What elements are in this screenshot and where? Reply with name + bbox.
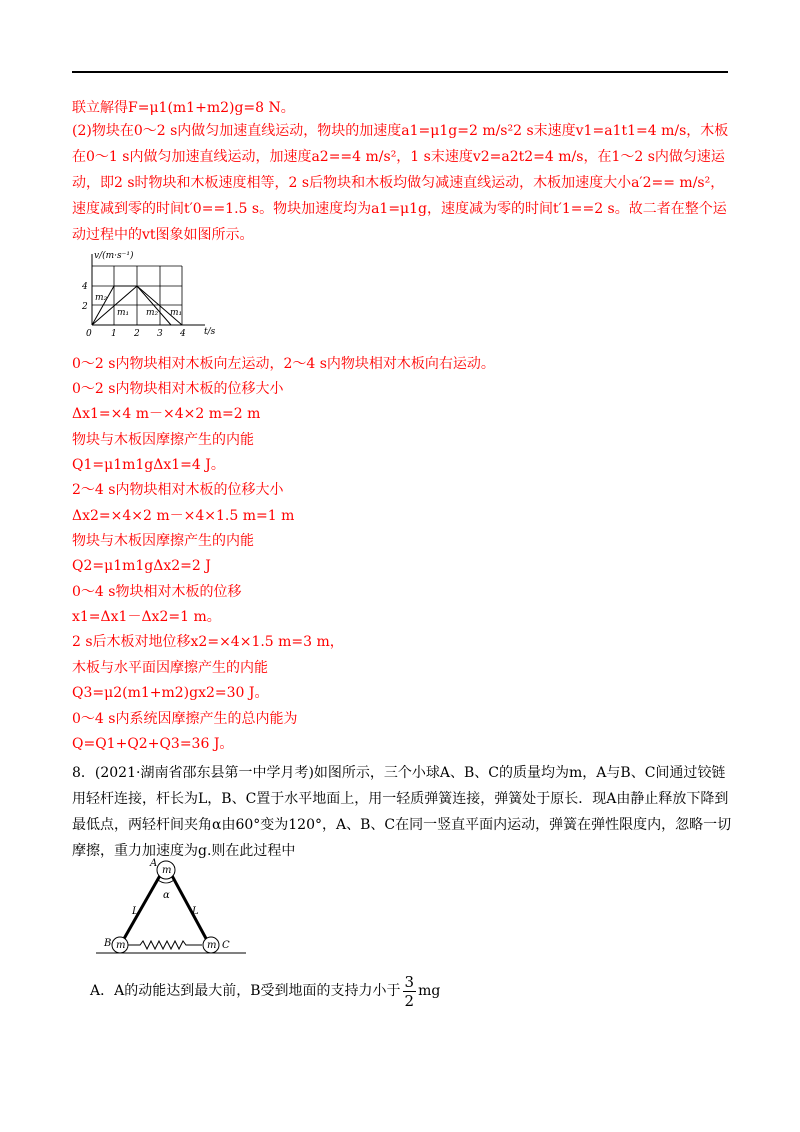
solution-line: 2～4 s内物块相对木板的位移大小 [72, 482, 284, 498]
graph-x-label: t/s [204, 327, 216, 337]
spring [128, 941, 202, 949]
label-c: C [222, 940, 230, 951]
fraction-denominator: 2 [404, 991, 415, 1010]
length-left: L [132, 906, 139, 917]
rod-left [121, 872, 162, 944]
graph-series-label: m₁ [170, 308, 183, 318]
length-right: L [192, 906, 199, 917]
solution-line: 0～4 s内系统因摩擦产生的总内能为 [72, 711, 298, 727]
mass-a: m [162, 865, 172, 876]
solution-paragraph-2: (2)物块在0～2 s内做匀加速直线运动，物块的加速度a1=μ1g=2 m/s²2 s末速度v1=a1t1=4 m/s，木板在0～1 s内做匀加速直线运动，加速度a2==4 m/s²，1 s末速度v2=a2t2=4 m/s，在1～2 s内做匀速运动，即2 s时物块和木板速度相等，2 s后物块和木板均做匀减速直线运动，木板加速度大小a′2== m/s²，速度减到零的时间t′0==1.5 s。物块加速度均为a1=μ1g，速度减为零的时间t′1==2 s。故二者在整个运动过程中的vt图象如图所示。 [72, 123, 729, 243]
solution-line: 物块与木板因摩擦产生的内能 [72, 533, 254, 549]
solution-line: Δx2=×4×2 m－×4×1.5 m=1 m [72, 508, 295, 524]
solution-line: 物块与木板因摩擦产生的内能 [72, 432, 254, 448]
label-b: B [104, 938, 112, 949]
angle-alpha: α [163, 890, 170, 901]
graph-y-label: v/(m·s⁻¹) [94, 251, 134, 261]
graph-xtick: 3 [157, 329, 163, 339]
solution-line: 0～2 s内物块相对木板的位移大小 [72, 381, 284, 397]
solution-line: Q3=μ2(m1+m2)gx2=30 J。 [72, 685, 269, 701]
solution-line: 0～4 s物块相对木板的位移 [72, 584, 242, 600]
graph-series-label: m₁ [117, 308, 130, 318]
graph-xtick: 0 [86, 329, 92, 339]
option-a-suffix: mg [418, 983, 441, 999]
option-a-prefix: A．A的动能达到最大前，B受到地面的支持力小于 [90, 983, 401, 999]
solution-line: Q2=μ1m1gΔx2=2 J [72, 558, 211, 574]
question-8-text: 8．(2021·湖南省邵东县第一中学月考)如图所示，三个小球A、B、C的质量均为m，A与B、C间通过铰链用轻杆连接，杆长为L，B、C置于水平地面上，用一轻质弹簧连接，弹簧处于原长．现A由静止释放下降到最低点，两轻杆间夹角α由60°变为120°，A、B、C在同一竖直平面内运动，弹簧在弹性限度内，忽略一切摩擦，重力加速度为g.则在此过程中 [72, 765, 732, 859]
vt-graph [70, 246, 230, 346]
three-ball-figure [96, 856, 256, 966]
fraction-numerator: 3 [404, 972, 415, 991]
graph-ytick: 4 [82, 282, 88, 292]
header-rule [72, 71, 728, 73]
alpha-arc [158, 880, 174, 883]
graph-series-label: m₂ [146, 308, 159, 318]
solution-line-1: 联立解得F=μ1(m1+m2)g=8 N。 [72, 100, 295, 116]
mass-b: m [116, 940, 126, 951]
solution-line: Δx1=×4 m－×4×2 m=2 m [72, 406, 261, 422]
graph-xtick: 4 [180, 329, 186, 339]
graph-ytick: 2 [82, 302, 88, 312]
graph-series-label: m₂ [95, 293, 108, 303]
solution-line: 木板与水平面因摩擦产生的内能 [72, 660, 268, 676]
solution-line: 0～2 s内物块相对木板向左运动，2～4 s内物块相对木板向右运动。 [72, 356, 495, 372]
solution-line: Q1=μ1m1gΔx1=4 J。 [72, 457, 225, 473]
graph-xtick: 1 [111, 329, 117, 339]
solution-line: 2 s后木板对地位移x2=×4×1.5 m=3 m， [72, 634, 344, 650]
solution-line: Q=Q1+Q2+Q3=36 J。 [72, 736, 234, 752]
graph-xtick: 2 [134, 329, 140, 339]
mass-c: m [207, 940, 217, 951]
fraction-three-halves [403, 973, 417, 1010]
label-a: A [150, 858, 158, 869]
rod-right [170, 872, 209, 944]
solution-line: x1=Δx1－Δx2=1 m。 [72, 609, 221, 625]
option-a[interactable] [90, 971, 750, 1011]
